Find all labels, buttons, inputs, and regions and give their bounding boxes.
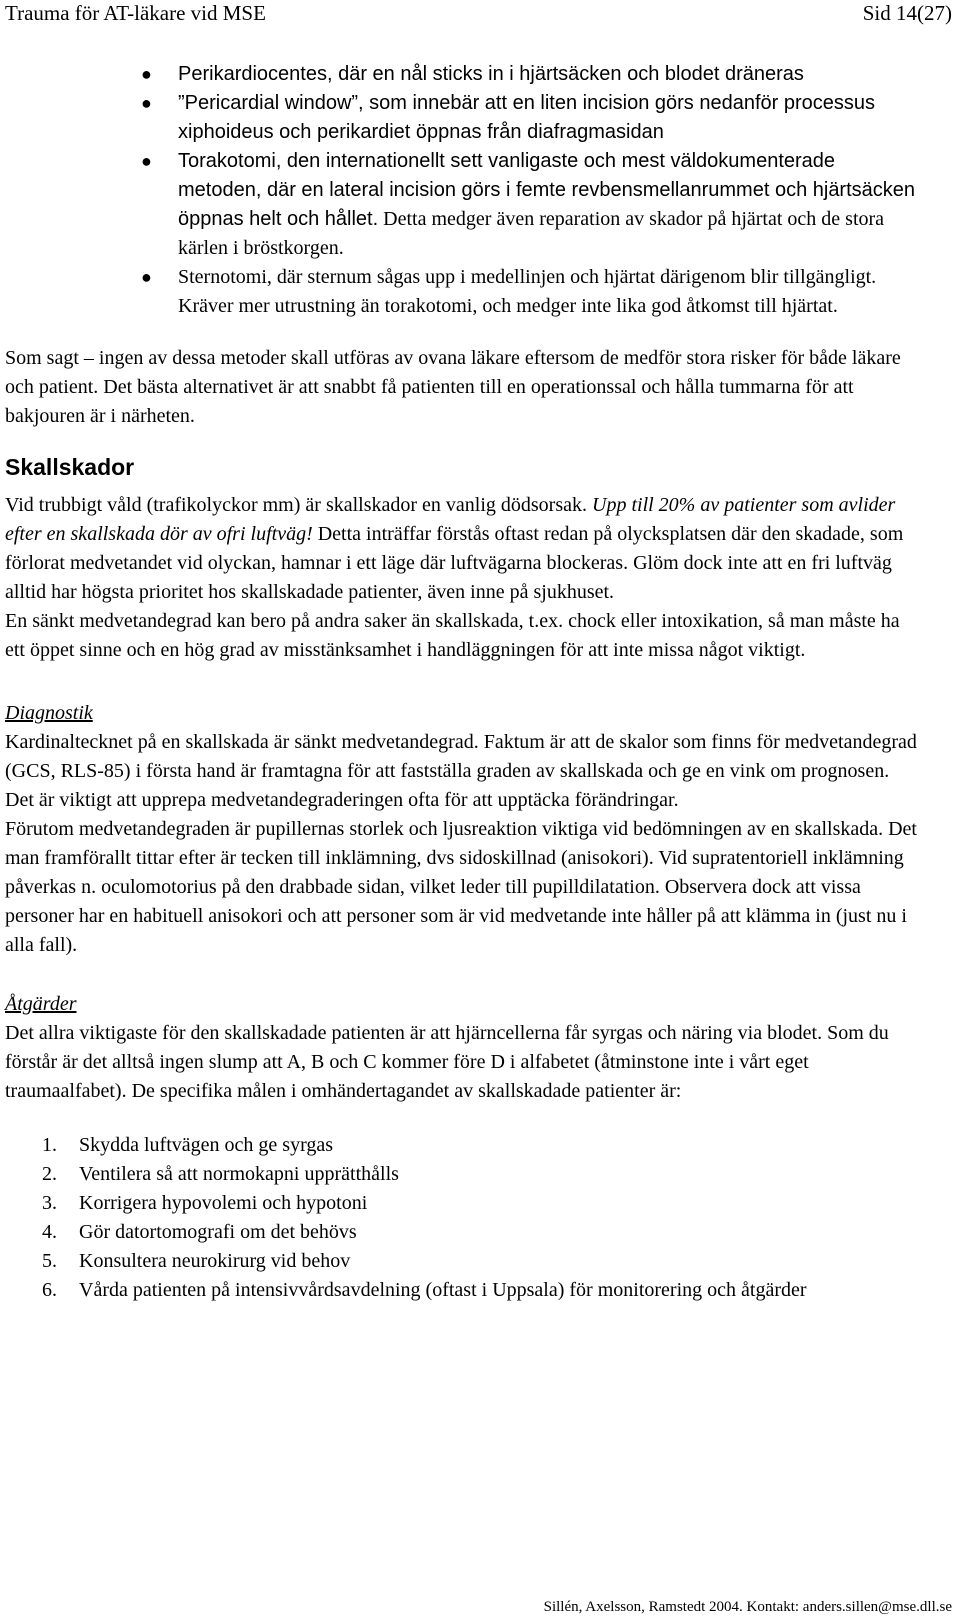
list-item-text: Sternotomi, där sternum sågas upp i medellinjen och hjärtat därigenom blir tillgängligt. Kräver mer utrustning än torakotomi, och medger inte lika god åtkomst till hjärtat. [178, 266, 877, 317]
list-number: 6. [42, 1279, 57, 1301]
list-item [5, 1247, 920, 1276]
diagnostik-paragraph-1: Kardinaltecknet på en skallskada är sänkt medvetandegrad. Faktum är att de skalor som finns för medvetandegrad (GCS, RLS-85) i första hand är framtagna för att fastställa graden av skallskada och ge en vink om prognosen. Det är viktigt att upprepa medvetandegraderingen ofta för att upptäcka förändringar. [5, 731, 917, 811]
list-item-text: Vårda patienten på intensivvårdsavdelning (oftast i Uppsala) för monitorering och åtgärder [79, 1279, 807, 1301]
list-item-text: Skydda luftvägen och ge syrgas [79, 1134, 334, 1156]
procedure-list [5, 60, 920, 321]
list-item-text: Ventilera så att normokapni upprätthålls [79, 1163, 399, 1185]
intro-paragraph-2: En sänkt medvetandegrad kan bero på andra saker än skallskada, t.ex. chock eller intoxikation, så man måste ha ett öppet sinne och en hög grad av misstänksamhet i handläggningen för att inte missa något viktigt. [5, 610, 900, 661]
list-number: 5. [42, 1250, 57, 1272]
list-item-text-sans: Torakotomi, den internationellt sett vanligaste och mest väldokumenterade metoden, där en lateral incision görs i femte revbensmellanrummet och hjärtsäcken öppnas helt och hållet. [178, 150, 916, 230]
list-item-text: Konsultera neurokirurg vid behov [79, 1250, 351, 1272]
list-item [5, 1131, 920, 1160]
subheading-diagnostik: Diagnostik [5, 702, 93, 724]
document-body [5, 60, 920, 1305]
page-number: Sid 14(27) [862, 1, 952, 25]
list-item [5, 60, 920, 89]
list-number: 3. [42, 1192, 57, 1214]
list-item [5, 89, 920, 147]
bullet-icon: ● [141, 64, 152, 84]
list-item-text: Korrigera hypovolemi och hypotoni [79, 1192, 368, 1214]
list-item-text: Perikardiocentes, där en nål sticks in i hjärtsäcken och blodet dräneras [178, 63, 804, 85]
list-number: 2. [42, 1163, 57, 1185]
list-item [5, 1160, 920, 1189]
list-number: 1. [42, 1134, 57, 1156]
intro-paragraph [5, 491, 920, 607]
diagnostik-paragraph-2: Förutom medvetandegraden är pupillernas storlek och ljusreaktion viktiga vid bedömningen av en skallskada. Det man framförallt tittar efter är tecken till inklämning, dvs sidoskillnad (anisokori). Vid supratentoriell inklämning påverkas n. oculomotorius på den drabbade sidan, vilket leder till pupilldilatation. Observera dock att vissa personer har en habituell anisokori och att personer som är vid medvetande inte håller på att klämma in (just nu i alla fall). [5, 818, 917, 956]
page-header [5, 0, 952, 30]
list-number: 4. [42, 1221, 57, 1243]
bullet-icon: ● [141, 151, 152, 171]
intro-emphasis: Upp till 20% av patienter som avlider efter en skallskada dör av ofri luftväg! [5, 494, 896, 545]
list-item-text: Gör datortomografi om det behövs [79, 1221, 357, 1243]
treatment-goals-list [5, 1131, 920, 1305]
bullet-icon: ● [141, 93, 152, 113]
list-item [5, 147, 920, 263]
section-heading: Skallskador [5, 454, 135, 480]
risk-paragraph: Som sagt – ingen av dessa metoder skall utföras av ovana läkare eftersom de medför stora risker för både läkare och patient. Det bästa alternativet är att snabbt få patienten till en operationssal och hålla tummarna för att bakjouren är i närheten. [5, 347, 901, 427]
list-item-text [178, 147, 920, 263]
list-item [5, 1189, 920, 1218]
list-item [5, 263, 920, 321]
atgarder-paragraph: Det allra viktigaste för den skallskadade patienten är att hjärncellerna får syrgas och näring via blodet. Som du förstår är det alltså ingen slump att A, B och C kommer före D i alfabetet (åtminstone inte i vårt eget traumaalfabet). De specifika målen i omhändertagandet av skallskadade patienter är: [5, 1022, 889, 1102]
list-item [5, 1276, 920, 1305]
list-item-text: ”Pericardial window”, som innebär att en liten incision görs nedanför processus xiphoideus och perikardiet öppnas från diafragmasidan [178, 92, 876, 143]
subheading-atgarder: Åtgärder [5, 993, 77, 1015]
intro-start: Vid trubbigt våld (trafikolyckor mm) är skallskador en vanlig dödsorsak. [5, 494, 593, 516]
document-title: Trauma för AT-läkare vid MSE [5, 1, 266, 25]
page-footer: Sillén, Axelsson, Ramstedt 2004. Kontakt: anders.sillen@mse.dll.se [543, 1599, 952, 1615]
intro-end: Detta inträffar förstås oftast redan på olycksplatsen där den skadade, som förlorat medvetandet vid olyckan, hamnar i ett läge där luftvägarna blockeras. Glöm dock inte att en fri luftväg alltid har högsta prioritet hos skallskadade patienter, även inne på sjukhuset. [5, 523, 904, 603]
list-item-text-serif: Detta medger även reparation av skador på hjärtat och de stora kärlen i bröstkorgen. [178, 208, 885, 259]
bullet-icon: ● [141, 267, 152, 287]
list-item [5, 1218, 920, 1247]
